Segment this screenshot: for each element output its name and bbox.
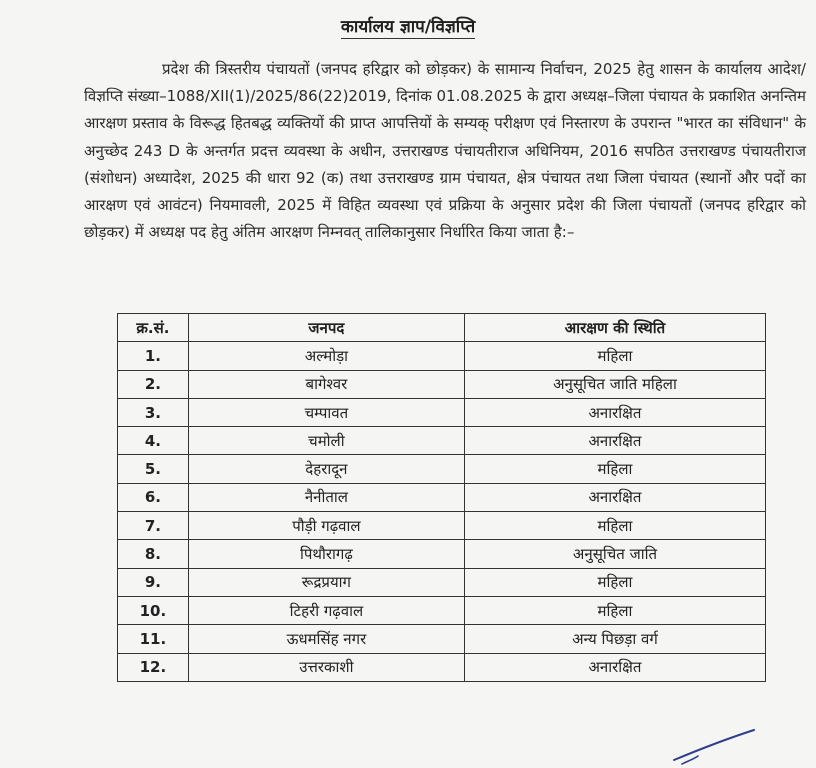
row-status: महिला	[464, 455, 765, 483]
row-status: अन्य पिछड़ा वर्ग	[464, 625, 765, 653]
table-row	[118, 342, 766, 370]
row-district: उत्तरकाशी	[188, 653, 464, 681]
table-row	[118, 596, 766, 624]
row-serial: 2.	[118, 370, 189, 398]
row-status: अनारक्षित	[464, 483, 765, 511]
table-row	[118, 653, 766, 681]
document-title	[0, 14, 816, 37]
table-row	[118, 370, 766, 398]
table-row	[118, 398, 766, 426]
row-serial: 6.	[118, 483, 189, 511]
row-serial: 8.	[118, 540, 189, 568]
row-district: देहरादून	[188, 455, 464, 483]
table-row	[118, 483, 766, 511]
row-district: रूद्रप्रयाग	[188, 568, 464, 596]
header-district: जनपद	[188, 314, 464, 342]
row-serial: 1.	[118, 342, 189, 370]
row-serial: 10.	[118, 596, 189, 624]
row-status: अनारक्षित	[464, 653, 765, 681]
row-status: महिला	[464, 568, 765, 596]
table-row	[118, 625, 766, 653]
row-district: ऊधमसिंह नगर	[188, 625, 464, 653]
row-serial: 11.	[118, 625, 189, 653]
table-row	[118, 427, 766, 455]
header-serial-number: क्र.सं.	[118, 314, 189, 342]
row-district: टिहरी गढ़वाल	[188, 596, 464, 624]
signature-stroke-icon	[668, 726, 768, 766]
row-status: अनुसूचित जाति	[464, 540, 765, 568]
row-district: बागेश्वर	[188, 370, 464, 398]
row-serial: 9.	[118, 568, 189, 596]
row-district: पौड़ी गढ़वाल	[188, 512, 464, 540]
table-header-row	[118, 314, 766, 342]
row-status: अनारक्षित	[464, 427, 765, 455]
row-status: अनुसूचित जाति महिला	[464, 370, 765, 398]
row-district: नैनीताल	[188, 483, 464, 511]
row-district: पिथौरागढ़	[188, 540, 464, 568]
table-row	[118, 540, 766, 568]
row-serial: 12.	[118, 653, 189, 681]
row-serial: 7.	[118, 512, 189, 540]
row-serial: 5.	[118, 455, 189, 483]
title-text: कार्यालय ज्ञाप/विज्ञप्ति	[340, 17, 476, 37]
row-district: चमोली	[188, 427, 464, 455]
row-status: महिला	[464, 596, 765, 624]
table-row	[118, 455, 766, 483]
table-row	[118, 512, 766, 540]
row-status: महिला	[464, 342, 765, 370]
row-serial: 3.	[118, 398, 189, 426]
row-district: अल्मोड़ा	[188, 342, 464, 370]
notice-body-paragraph: प्रदेश की त्रिस्तरीय पंचायतों (जनपद हरिद्वार को छोड़कर) के सामान्य निर्वाचन, 2025 हेतु शासन के कार्यालय आदेश/विज्ञप्ति संख्या–1088/XII(1)/2025/86(22)2019, दिनांक 01.08.2025 के द्वारा अध्यक्ष–जिला पंचायत के प्रकाशित अनन्तिम आरक्षण प्रस्ताव के विरूद्ध हितबद्ध व्यक्तियों की प्राप्त आपत्तियों के सम्यक् परीक्षण एवं निस्तारण के उपरान्त "भारत का संविधान" के अनुच्छेद 243 D के अन्तर्गत प्रदत्त व्यवस्था के अधीन, उत्तराखण्ड पंचायतीराज अधिनियम, 2016 सपठित उत्तराखण्ड पंचायतीराज (संशोधन) अध्यादेश, 2025 की धारा 92 (क) तथा उत्तराखण्ड ग्राम पंचायत, क्षेत्र पंचायत तथा जिला पंचायत (स्थानों और पदों का आरक्षण एवं आवंटन) नियमावली, 2025 में विहित व्यवस्था एवं प्रक्रिया के अनुसार प्रदेश की जिला पंचायतों (जनपद हरिद्वार को छोड़कर) में अध्यक्ष पद हेतु अंतिम आरक्षण निम्नवत् तालिकानुसार निर्धारित किया जाता है:–	[84, 60, 807, 242]
row-status: महिला	[464, 512, 765, 540]
reservation-table	[117, 313, 766, 682]
row-district: चम्पावत	[188, 398, 464, 426]
header-reservation-status: आरक्षण की स्थिति	[464, 314, 765, 342]
table-row	[118, 568, 766, 596]
row-status: अनारक्षित	[464, 398, 765, 426]
row-serial: 4.	[118, 427, 189, 455]
